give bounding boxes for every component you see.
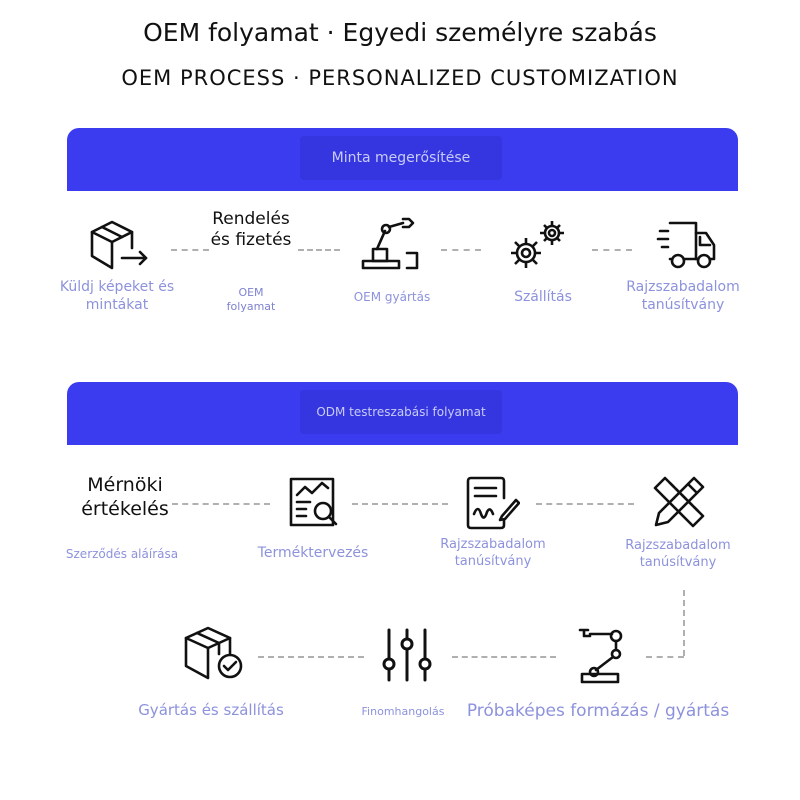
odm-step2-label: Terméktervezés bbox=[257, 545, 369, 561]
odm-step6-label: Finomhangolás bbox=[361, 705, 445, 718]
connector-line bbox=[352, 503, 448, 505]
connector-line bbox=[452, 656, 556, 658]
odm-step7-label: Gyártás és szállítás bbox=[138, 701, 284, 719]
odm-step4-label: Rajzszabadalom tanúsítvány bbox=[625, 538, 731, 570]
odm-step3-label: Rajzszabadalom tanúsítvány bbox=[440, 537, 546, 569]
connector-line bbox=[258, 656, 364, 658]
connector-line bbox=[536, 503, 634, 505]
odm-header-label: ODM testreszabási folyamat bbox=[300, 390, 502, 434]
connector-line bbox=[298, 249, 340, 251]
connector-line bbox=[646, 656, 684, 658]
odm-step1-label: Szerződés aláírása bbox=[65, 547, 179, 561]
package-check-icon bbox=[184, 626, 246, 682]
contract-sign-icon bbox=[466, 476, 520, 530]
connector-line bbox=[592, 249, 632, 251]
page-title: OEM folyamat · Egyedi személyre szabás bbox=[143, 18, 657, 47]
connector-line bbox=[441, 249, 481, 251]
connector-line bbox=[171, 249, 209, 251]
oem-step3-label: OEM gyártás bbox=[353, 290, 431, 304]
odm-step1-title: Mérnöki értékelés bbox=[81, 474, 169, 520]
oem-header-label: Minta megerősítése bbox=[300, 136, 502, 180]
oem-step4-label: Szállítás bbox=[514, 289, 572, 305]
connector-line bbox=[172, 503, 270, 505]
oem-step2-title: Rendelés és fizetés bbox=[210, 209, 292, 251]
connector-line bbox=[683, 590, 685, 656]
oem-step5-label: Rajzszabadalom tanúsítvány bbox=[626, 279, 740, 314]
page-subtitle: OEM PROCESS · PERSONALIZED CUSTOMIZATION bbox=[121, 66, 679, 90]
oem-step1-label: Küldj képeket és mintákat bbox=[59, 279, 175, 314]
oem-step2-label: OEM folyamat bbox=[226, 286, 276, 314]
sliders-icon bbox=[380, 628, 434, 682]
ruler-pencil-icon bbox=[652, 475, 706, 529]
delivery-truck-icon bbox=[656, 219, 718, 273]
odm-step5-label: Próbaképes formázás / gyártás bbox=[466, 701, 730, 721]
document-search-icon bbox=[288, 476, 338, 530]
robot-arm-icon bbox=[576, 626, 628, 684]
box-arrow-icon bbox=[88, 218, 150, 270]
gears-icon bbox=[506, 217, 568, 275]
robot-arm-icon bbox=[357, 217, 421, 271]
